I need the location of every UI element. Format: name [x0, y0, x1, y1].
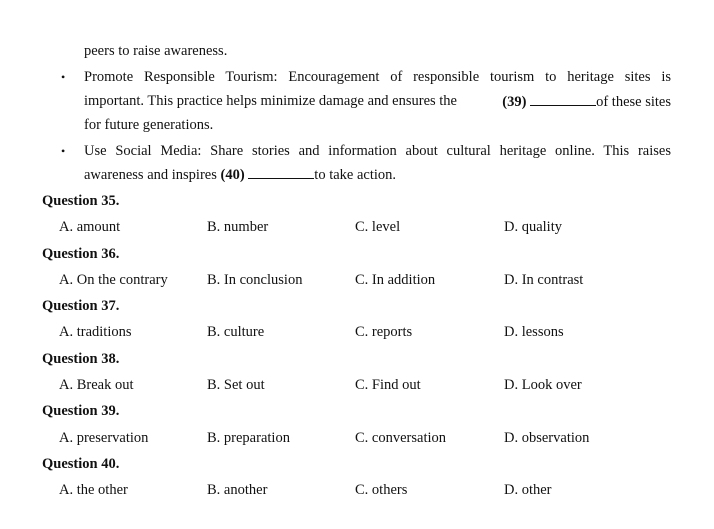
option-c: C. reports	[355, 324, 413, 340]
question-title: Question 35.	[42, 193, 120, 209]
passage-line-with-blank	[84, 92, 671, 111]
option-b: B. number	[207, 219, 269, 235]
option-c: C. Find out	[355, 377, 421, 393]
question-title: Question 37.	[42, 298, 120, 314]
option-c: C. level	[355, 219, 401, 235]
option-d: D. lessons	[504, 324, 564, 340]
option-c: C. In addition	[355, 272, 436, 288]
passage-line: Promote Responsible Tourism: Encouragement of responsible tourism to heritage sites is	[84, 69, 671, 85]
blank-number: (39)	[502, 94, 527, 110]
question-title: Question 36.	[42, 246, 120, 262]
passage-text: of these sites	[596, 94, 671, 110]
passage-text: to take action.	[314, 167, 397, 183]
option-b: B. In conclusion	[207, 272, 303, 288]
option-a: A. On the contrary	[59, 272, 168, 288]
option-c: C. conversation	[355, 430, 447, 446]
blank-number: (40)	[220, 167, 245, 183]
answer-blank	[530, 92, 596, 106]
question-title: Question 39.	[42, 403, 120, 419]
question-title: Question 40.	[42, 456, 120, 472]
passage-line: Use Social Media: Share stories and information about cultural heritage online. This raises	[84, 143, 671, 159]
passage-text: important. This practice helps minimize damage and ensures the	[84, 93, 457, 109]
option-b: B. culture	[207, 324, 265, 340]
option-a: A. Break out	[59, 377, 134, 393]
option-b: B. Set out	[207, 377, 265, 393]
option-b: B. preparation	[207, 430, 290, 446]
answer-blank	[248, 165, 314, 179]
question-title: Question 38.	[42, 351, 120, 367]
option-d: D. quality	[504, 219, 562, 235]
option-d: D. In contrast	[504, 272, 584, 288]
option-a: A. amount	[59, 219, 121, 235]
passage-line: for future generations.	[84, 117, 214, 133]
blank-group	[502, 92, 671, 111]
option-a: A. traditions	[59, 324, 132, 340]
passage-line-with-blank	[84, 165, 396, 184]
passage-line: peers to raise awareness.	[84, 43, 228, 59]
bullet-marker: •	[61, 144, 66, 158]
passage-text: awareness and inspires	[84, 167, 217, 183]
option-c: C. others	[355, 482, 408, 498]
option-d: D. other	[504, 482, 552, 498]
option-d: D. observation	[504, 430, 590, 446]
option-a: A. the other	[59, 482, 128, 498]
bullet-marker: •	[61, 70, 66, 84]
option-b: B. another	[207, 482, 268, 498]
option-d: D. Look over	[504, 377, 582, 393]
option-a: A. preservation	[59, 430, 149, 446]
